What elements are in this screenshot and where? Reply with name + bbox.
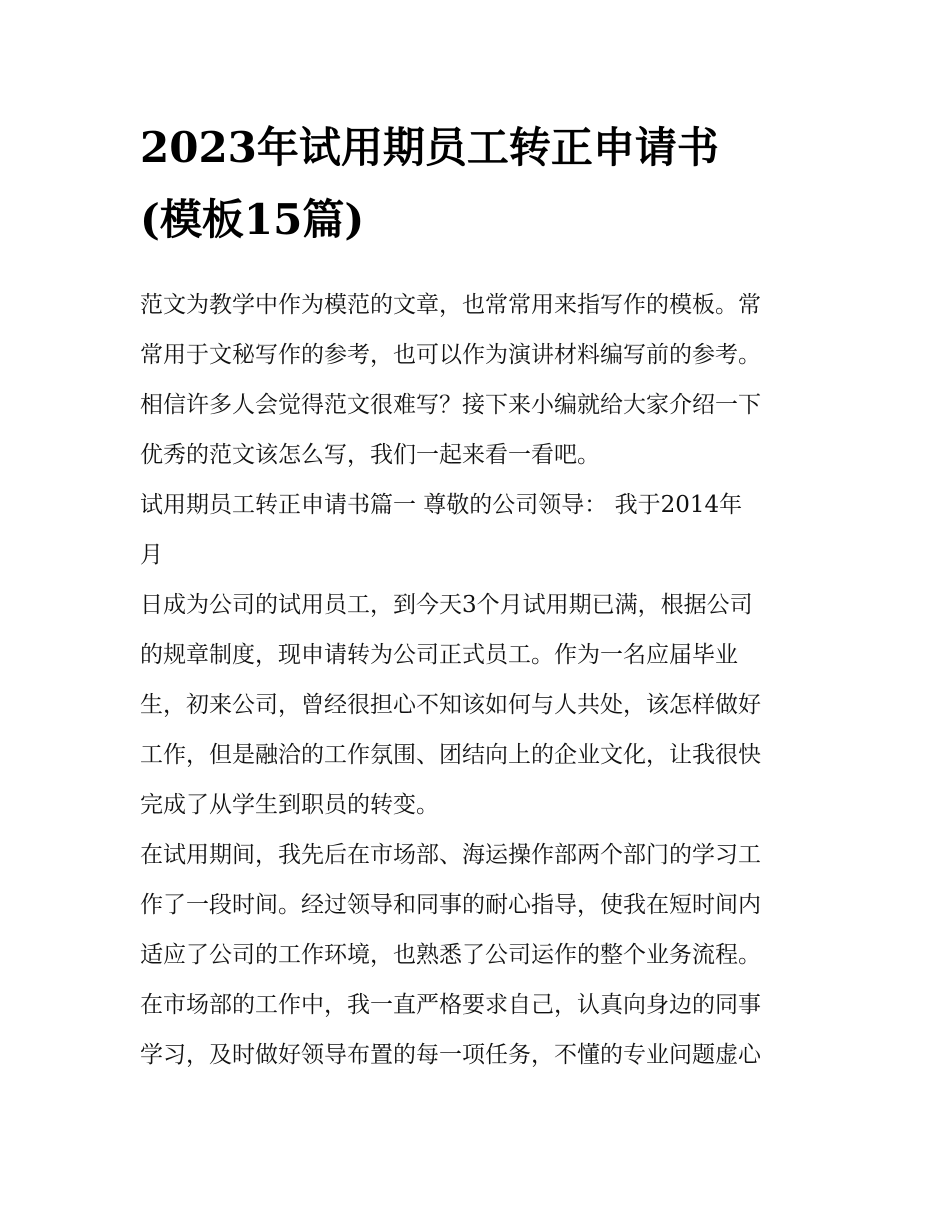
body-line: 工作，但是融洽的工作氛围、团结向上的企业文化，让我很快	[140, 742, 761, 768]
title-line: (模板15篇)	[140, 195, 365, 244]
body-line: 作了一段时间。经过领导和同事的耐心指导，使我在短时间内	[140, 892, 761, 918]
body-line: 相信许多人会觉得范文很难写？接下来小编就给大家介绍一下	[140, 392, 761, 418]
body-line: 在试用期间，我先后在市场部、海运操作部两个部门的学习工	[140, 842, 761, 868]
body-line: 试用期员工转正申请书篇一 尊敬的公司领导： 我于2014年	[140, 492, 743, 518]
body-line: 的规章制度，现申请转为公司正式员工。作为一名应届毕业	[140, 642, 738, 668]
body-line: 适应了公司的工作环境，也熟悉了公司运作的整个业务流程。	[140, 942, 761, 968]
body-line: 日成为公司的试用员工，到今天3个月试用期已满，根据公司	[140, 592, 753, 618]
document-title	[140, 112, 820, 256]
body-line: 范文为教学中作为模范的文章，也常常用来指写作的模板。常	[140, 292, 761, 318]
document-body	[140, 280, 812, 1080]
body-line: 完成了从学生到职员的转变。	[140, 792, 439, 818]
body-line: 常用于文秘写作的参考，也可以作为演讲材料编写前的参考。	[140, 342, 761, 368]
body-line: 月	[140, 542, 163, 568]
body-line: 生，初来公司，曾经很担心不知该如何与人共处，该怎样做好	[140, 692, 761, 718]
body-line: 在市场部的工作中，我一直严格要求自己，认真向身边的同事	[140, 992, 761, 1018]
title-line: 2023年试用期员工转正申请书	[140, 123, 719, 172]
body-line: 学习，及时做好领导布置的每一项任务，不懂的专业问题虚心	[140, 1042, 761, 1068]
body-line: 优秀的范文该怎么写，我们一起来看一看吧。	[140, 442, 600, 468]
